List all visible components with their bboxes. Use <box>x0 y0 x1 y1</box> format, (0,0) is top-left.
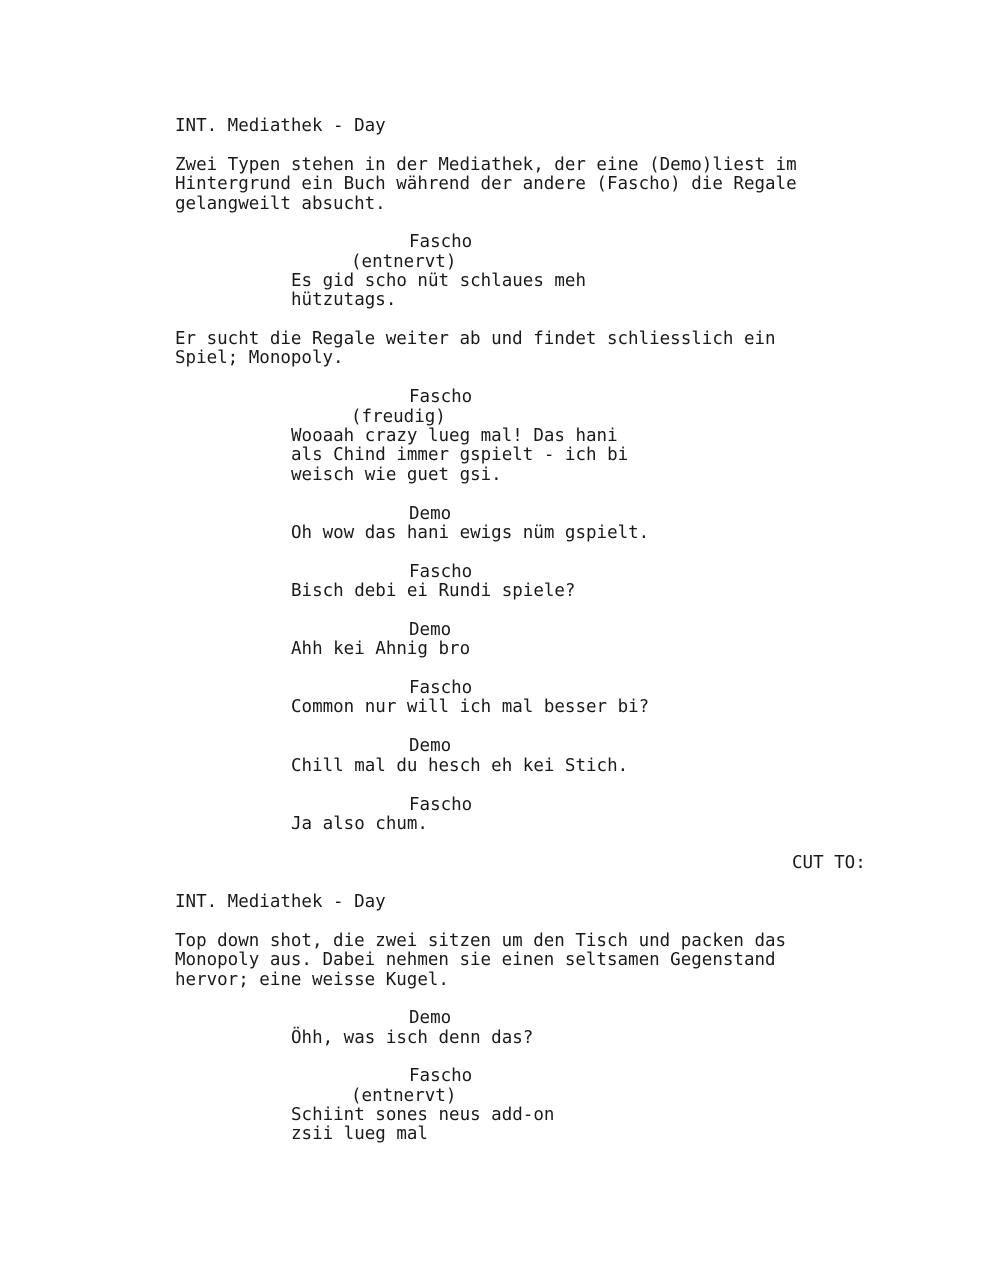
dialogue: Öhh, was isch denn das? <box>291 1028 534 1048</box>
dialogue: Ahh kei Ahnig bro <box>291 639 471 659</box>
parenthetical: (freudig) <box>351 407 446 427</box>
action-line: Er sucht die Regale weiter ab und findet schliesslich ein Spiel; Monopoly. <box>175 329 776 369</box>
dialogue: Wooaah crazy lueg mal! Das hani als Chind immer gspielt - ich bi weisch wie guet gsi. <box>291 426 629 485</box>
dialogue: Oh wow das hani ewigs nüm gspielt. <box>291 523 650 543</box>
character-name: Fascho <box>409 795 473 815</box>
character-name: Fascho <box>409 387 473 407</box>
dialogue: Bisch debi ei Rundi spiele? <box>291 581 576 601</box>
character-name: Demo <box>409 736 452 756</box>
transition: CUT TO: <box>792 853 866 873</box>
character-name: Demo <box>409 1008 452 1028</box>
dialogue: Chill mal du hesch eh kei Stich. <box>291 756 629 776</box>
character-name: Fascho <box>409 562 473 582</box>
character-name: Demo <box>409 504 452 524</box>
character-name: Fascho <box>409 678 473 698</box>
scene-heading: INT. Mediathek - Day <box>175 892 386 912</box>
dialogue: Ja also chum. <box>291 814 428 834</box>
dialogue: Schiint sones neus add-on zsii lueg mal <box>291 1105 555 1145</box>
action-line: Zwei Typen stehen in der Mediathek, der eine (Demo)liest im Hintergrund ein Buch während der andere (Fascho) die Regale gelangweilt absucht. <box>175 155 797 214</box>
parenthetical: (entnervt) <box>351 252 457 272</box>
character-name: Fascho <box>409 232 473 252</box>
parenthetical: (entnervt) <box>351 1086 457 1106</box>
scene-heading: INT. Mediathek - Day <box>175 116 386 136</box>
character-name: Demo <box>409 620 452 640</box>
action-line: Top down shot, die zwei sitzen um den Tisch und packen das Monopoly aus. Dabei nehmen sie einen seltsamen Gegenstand hervor; eine weisse Kugel. <box>175 931 787 990</box>
character-name: Fascho <box>409 1066 473 1086</box>
dialogue: Es gid scho nüt schlaues meh hützutags. <box>291 271 587 311</box>
dialogue: Common nur will ich mal besser bi? <box>291 697 650 717</box>
